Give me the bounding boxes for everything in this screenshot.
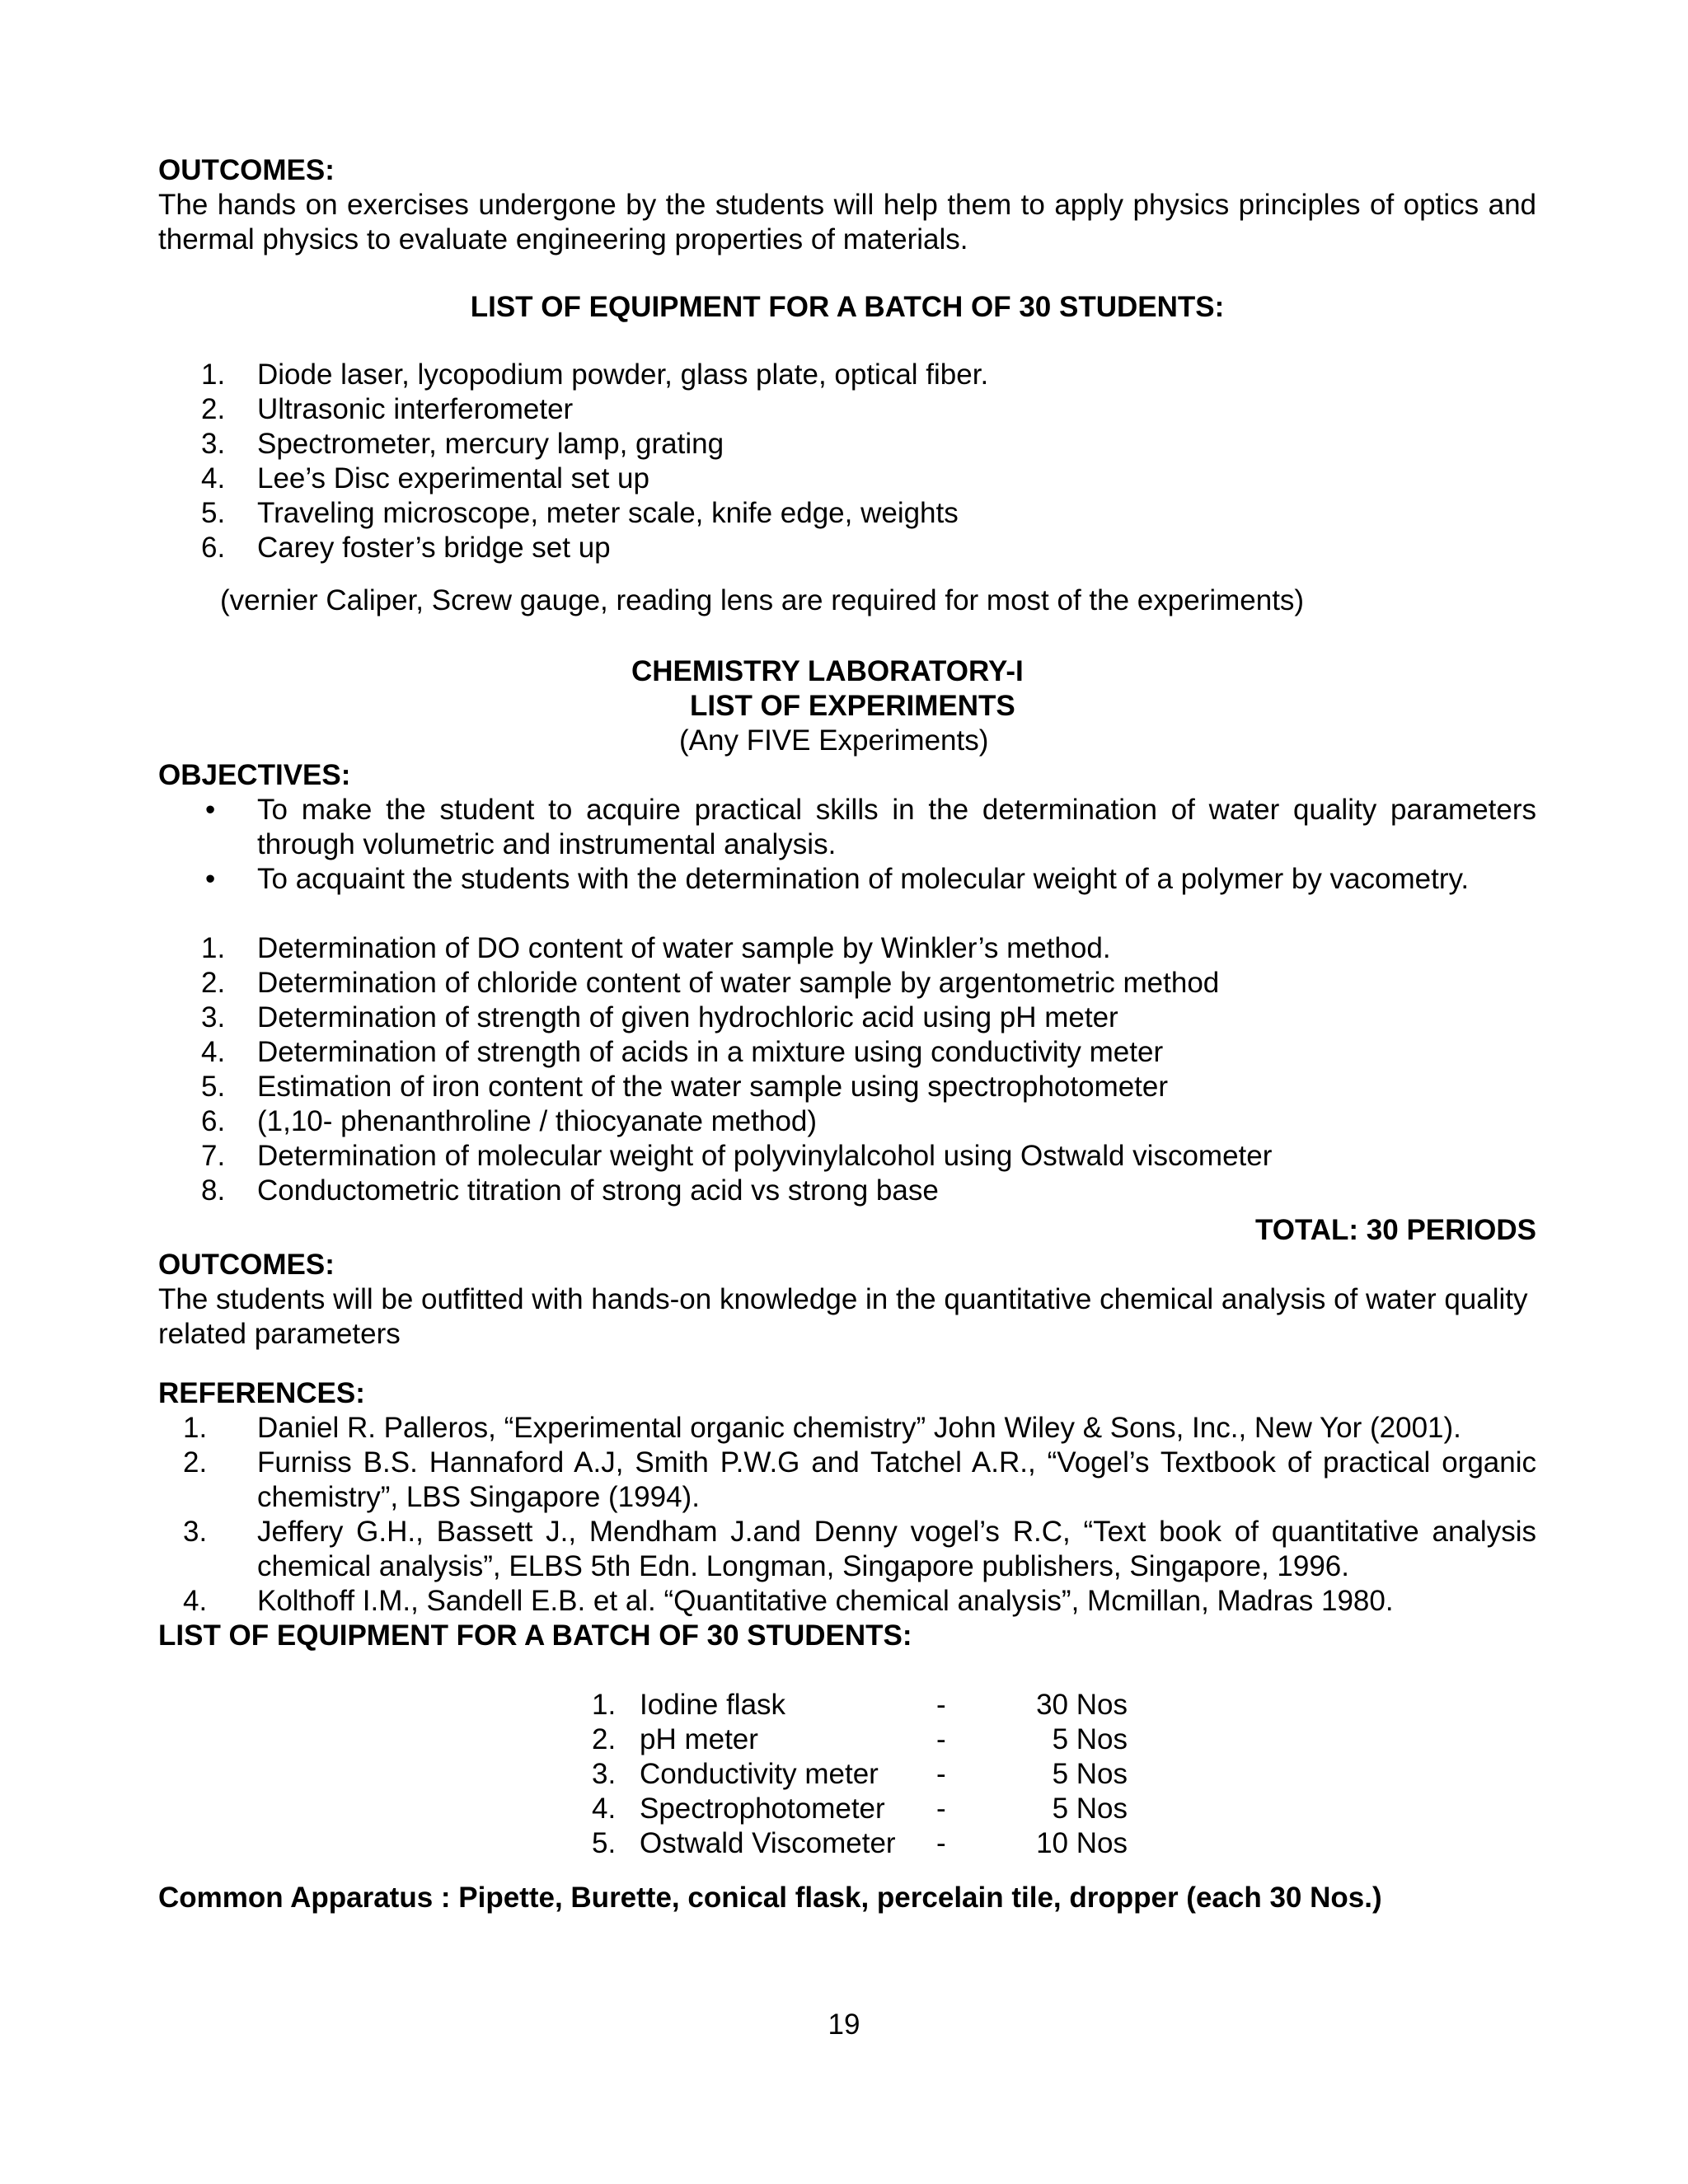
outcomes-text: The students will be outfitted with hands-on knowledge in the quantitative chemical analysis of water quality related parameters bbox=[158, 1283, 1528, 1350]
equipment-heading: LIST OF EQUIPMENT FOR A BATCH OF 30 STUDENTS: bbox=[158, 1619, 912, 1652]
page-number: 19 bbox=[828, 2008, 860, 2041]
list-item: 5. Traveling microscope, meter scale, knife edge, weights bbox=[201, 497, 959, 529]
list-item: 8. Conductometric titration of strong acid vs strong base bbox=[201, 1174, 939, 1207]
outcomes-heading: OUTCOMES: bbox=[158, 1249, 335, 1281]
list-item: • To acquaint the students with the determination of molecular weight of a polymer by vacometry. bbox=[205, 863, 1470, 895]
objectives-heading: OBJECTIVES: bbox=[158, 759, 351, 791]
bullet-icon: • bbox=[205, 863, 216, 895]
chemistry-title: CHEMISTRY LABORATORY-I bbox=[631, 655, 1024, 687]
list-item: 2. Furniss B.S. Hannaford A.J, Smith P.W.G and Tatchel A.R., “Vogel’s Textbook of practical organic chemistry”, LBS Singapore (1994). bbox=[183, 1446, 1536, 1513]
list-item: 6. Carey foster’s bridge set up bbox=[201, 532, 611, 564]
list-item: 1. Determination of DO content of water sample by Winkler’s method. bbox=[201, 932, 1111, 964]
list-item: 2. Ultrasonic interferometer bbox=[201, 393, 574, 425]
chem-equipment-table: 1. Iodine flask - 30 Nos 2. pH meter - 5 Nos 3. Conductivity meter - 5 Nos 4. Spectrophotometer - 5 Nos 5. Ostwald Viscometer - 10 Nos bbox=[592, 1689, 1128, 1859]
chemistry-subtitle: LIST OF EXPERIMENTS bbox=[690, 690, 1015, 722]
list-item: 1. Daniel R. Palleros, “Experimental organic chemistry” John Wiley & Sons, Inc., New Yor (2001). bbox=[183, 1412, 1461, 1444]
list-item: 3. Spectrometer, mercury lamp, grating bbox=[201, 428, 724, 460]
bullet-icon: • bbox=[205, 794, 216, 826]
equipment-note: (vernier Caliper, Screw gauge, reading lens are required for most of the experiments) bbox=[220, 584, 1305, 616]
references-heading: REFERENCES: bbox=[158, 1377, 365, 1409]
physics-equipment-list bbox=[158, 358, 1536, 565]
document-page bbox=[158, 153, 1536, 1915]
list-item: 1. Diode laser, lycopodium powder, glass plate, optical fiber. bbox=[201, 359, 989, 391]
references-list bbox=[158, 1411, 1536, 1619]
list-item: 5. Estimation of iron content of the water sample using spectrophotometer bbox=[201, 1071, 1169, 1103]
list-item: • To make the student to acquire practical skills in the determination of water quality parameters through volumetric and instrumental analysis. bbox=[205, 794, 1536, 860]
list-item: 7. Determination of molecular weight of polyvinylalcohol using Ostwald viscometer bbox=[201, 1140, 1273, 1172]
outcomes-heading: OUTCOMES: bbox=[158, 154, 335, 186]
outcomes-text: The hands on exercises undergone by the students will help them to apply physics principles of optics and thermal physics to evaluate engineering properties of materials. bbox=[158, 189, 1536, 255]
list-item: 4. Kolthoff I.M., Sandell E.B. et al. “Quantitative chemical analysis”, Mcmillan, Madras 1980. bbox=[183, 1585, 1394, 1617]
total-periods: TOTAL: 30 PERIODS bbox=[1255, 1214, 1536, 1246]
list-item: 4. Lee’s Disc experimental set up bbox=[201, 462, 649, 494]
chemistry-note: (Any FIVE Experiments) bbox=[679, 724, 989, 757]
list-item: 4. Determination of strength of acids in a mixture using conductivity meter bbox=[201, 1036, 1164, 1068]
list-item: 2. Determination of chloride content of water sample by argentometric method bbox=[201, 967, 1220, 999]
equipment-heading: LIST OF EQUIPMENT FOR A BATCH OF 30 STUDENTS: bbox=[470, 291, 1225, 323]
objectives-list bbox=[158, 793, 1536, 897]
experiments-list bbox=[158, 931, 1536, 1208]
list-item: 6. (1,10- phenanthroline / thiocyanate method) bbox=[201, 1105, 818, 1137]
list-item: 3. Determination of strength of given hydrochloric acid using pH meter bbox=[201, 1001, 1118, 1033]
list-item: 3. Jeffery G.H., Bassett J., Mendham J.and Denny vogel’s R.C, “Text book of quantitative analysis chemical analysis”, ELBS 5th Edn. Longman, Singapore publishers, Singapore, 1996. bbox=[183, 1516, 1536, 1582]
common-apparatus: Common Apparatus : Pipette, Burette, conical flask, percelain tile, dropper (each 30 Nos.) bbox=[158, 1882, 1382, 1914]
